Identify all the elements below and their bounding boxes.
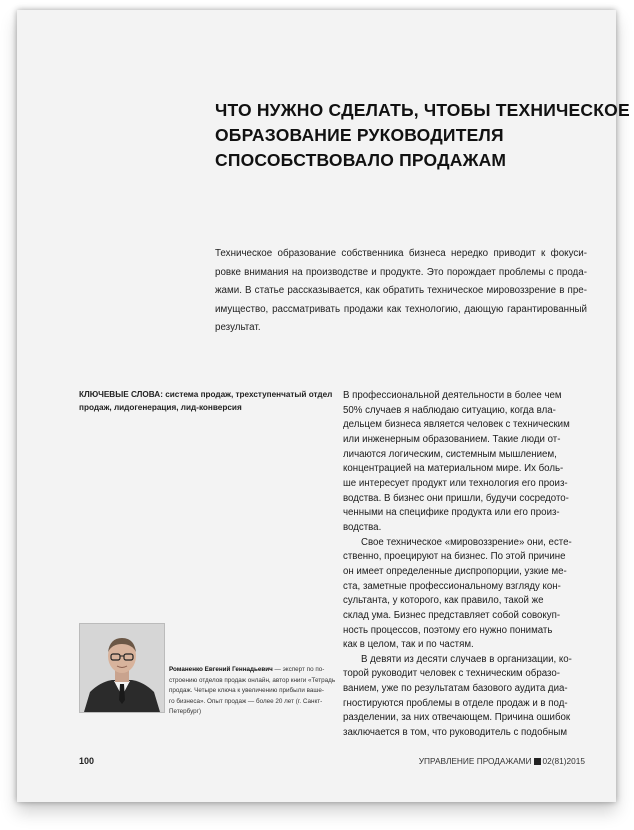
magazine-name: УПРАВЛЕНИЕ ПРОДАЖАМИ <box>418 756 532 766</box>
lead-line: Техническое образование собственника бизнеса нередко приводит к фокуси- <box>215 248 587 259</box>
body-line: сультанта, у которого, как правило, такой же <box>343 595 544 607</box>
keywords <box>79 389 333 414</box>
body-line: личаются логическим, системным мышлением, <box>343 448 557 460</box>
body-line: гностируются проблемы в отделе продаж и в под- <box>343 697 568 709</box>
article-body <box>343 389 605 741</box>
running-footer <box>419 756 585 766</box>
body-line: ственно, проецируют на бизнес. По этой причине <box>343 551 566 563</box>
title-line: СПОСОБСТВОВАЛО ПРОДАЖАМ <box>215 150 507 170</box>
body-line: концентрацией на материальном мире. Их боль- <box>343 463 564 475</box>
body-line: Свое техническое «мировоззрение» они, есте- <box>361 536 572 548</box>
body-line: В девяти из десяти случаев в организации, ко- <box>361 653 572 665</box>
body-line: ченными на специфике продукта или его произ- <box>343 507 560 519</box>
square-bullet-icon <box>534 758 541 765</box>
author-name: Романенко Евгений Геннадьевич <box>169 666 273 673</box>
body-line: ста, заметные профессиональному взгляду кон- <box>343 580 561 592</box>
body-line: водства. <box>343 521 382 533</box>
body-line: заключается в том, что руководитель с подобным <box>343 727 567 739</box>
issue-number: 02(81)2015 <box>542 756 585 766</box>
lead-line: имущество, рассматривать продажи как технологию, дающую гарантированный <box>215 303 587 315</box>
body-line: как в целом, так и по частям. <box>343 639 474 651</box>
author-bio-line: строению отделов продаж онлайн, автор книги «Тетрадь <box>169 676 336 684</box>
body-line: склад ума. Бизнес представляет собой совокуп- <box>343 609 561 621</box>
author-portrait-icon <box>80 624 164 712</box>
body-line: ванием, уже по результатам базового аудита диа- <box>343 683 568 695</box>
body-line: водства. В бизнес они пришли, будучи сосредото- <box>343 492 569 504</box>
article-title <box>215 98 630 173</box>
body-line: разделении, за них отвечающем. Причина ошибок <box>343 712 571 724</box>
author-bio-line: продаж. Четыре ключа к увеличению прибыли ваше- <box>169 687 325 694</box>
body-line: торой руководит человек с техническим образо- <box>343 668 560 680</box>
body-line: ность процессов, поэтому его нужно понимать <box>343 624 553 636</box>
lead-line: жами. В статье рассказывается, как обратить техническое мировоззрение в пре- <box>215 285 587 296</box>
article-lead <box>215 245 587 338</box>
title-line: ОБРАЗОВАНИЕ РУКОВОДИТЕЛЯ <box>215 125 504 145</box>
magazine-page <box>17 10 630 802</box>
keywords-line: КЛЮЧЕВЫЕ СЛОВА: система продаж, трехступенчатый отдел <box>79 390 333 399</box>
author-bio-line: Петербург) <box>169 708 202 715</box>
keywords-line: продаж, лидогенерация, лид-конверсия <box>79 402 242 412</box>
page-number: 100 <box>79 756 95 766</box>
body-line: ше интересует продукт или технология его произ- <box>343 477 568 489</box>
author-bio-line: го бизнеса». Опыт продаж — более 20 лет (г. Санкт- <box>169 697 323 705</box>
body-line: он имеет определенные диспропорции, узкие ме- <box>343 565 567 577</box>
lead-line: результат. <box>215 322 261 333</box>
body-line: 50% случаев я наблюдаю ситуацию, когда вла- <box>343 404 556 416</box>
lead-line: ровке внимания на производстве и продукте. Это порождает проблемы с прода- <box>215 266 587 278</box>
title-line: ЧТО НУЖНО СДЕЛАТЬ, ЧТОБЫ ТЕХНИЧЕСКОЕ <box>215 100 630 120</box>
author-bio-line: — эксперт по по- <box>272 666 325 673</box>
author-bio <box>169 665 336 718</box>
body-line: или инженерным образованием. Такие люди от- <box>343 433 561 445</box>
body-line: В профессиональной деятельности в более чем <box>343 390 562 401</box>
author-photo <box>79 623 165 713</box>
body-line: дельцем бизнеса является человек с техническим <box>343 419 570 431</box>
